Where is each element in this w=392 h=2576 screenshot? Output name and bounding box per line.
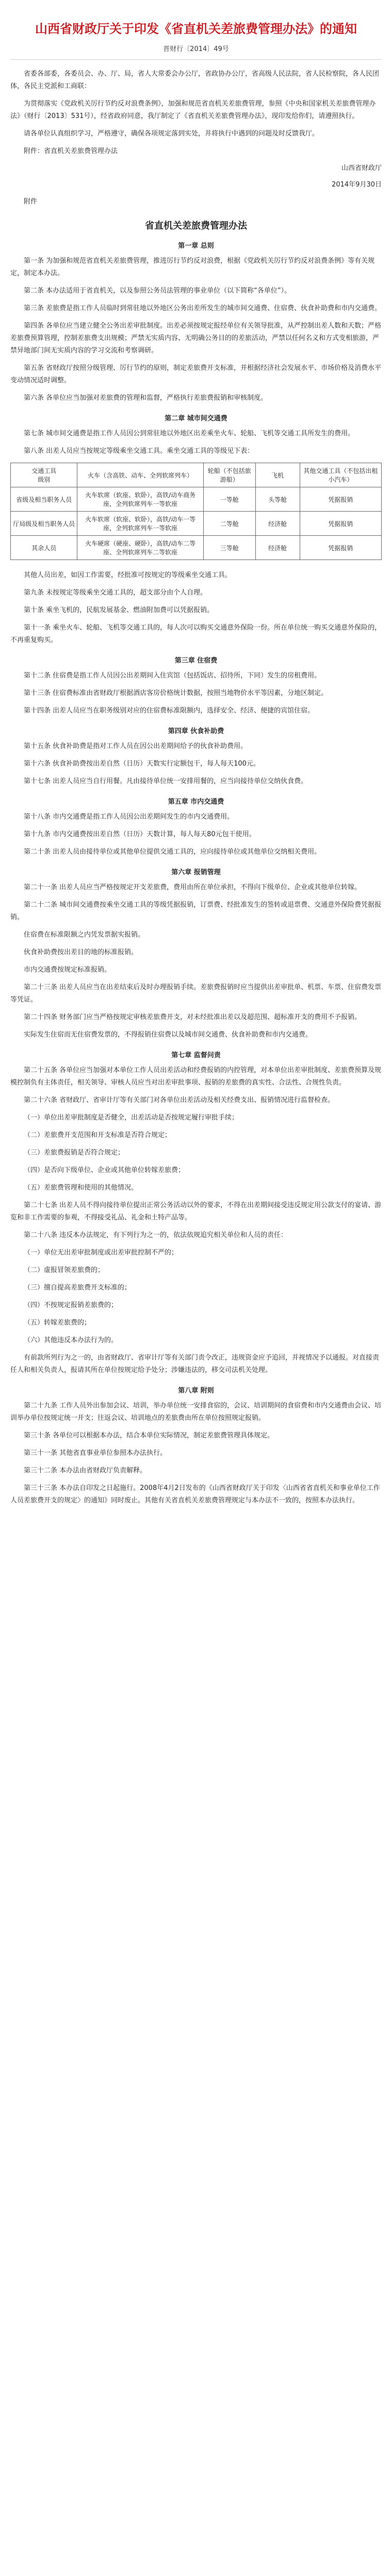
article-item: （二）虚报冒领差旅费的； — [24, 1266, 105, 1274]
article: 第四条 各单位应当建立健全公务出差审批制度。出差必须按规定报经单位有关领导批准，从严控制出差人数和天数；严格差旅费预算管理，控制差旅费支出规模；严禁无实质内容、无明确公务目的的差旅活动，严禁以任何名义和方式变相旅游，严禁异地部门间无实质内容的学习交流和考察调研。 — [10, 322, 382, 354]
chapter-heading: 第二章 城市间交通费 — [165, 415, 227, 422]
table-header-cell: 轮船（不包括旅游船） — [203, 463, 255, 487]
table-row — [11, 487, 382, 512]
chapter-heading: 第五章 市内交通费 — [168, 798, 224, 806]
article-item: （三）擅自提高差旅费开支标准的； — [24, 1284, 132, 1292]
table-header-cell: 其他交通工具（不包括出租小汽车） — [300, 463, 381, 487]
table-cell: 其余人员 — [11, 536, 77, 560]
table-cell: 一等舱 — [203, 487, 255, 512]
table-header-cell: 飞机 — [255, 463, 300, 487]
table-header-cell: 交通工具 级别 — [11, 463, 77, 487]
article: 第六条 各单位应当加强对差旅费的管理和监督，严格执行差旅费报销和审核制度。 — [24, 394, 268, 402]
article: 第十九条 市内交通费按出差自然（日历）天数计算，每人每天80元包干使用。 — [24, 831, 256, 838]
article: 第七条 城市间交通费是指工作人员因公到常驻地以外地区出差乘坐火车、轮船、飞机等交通工具所发生的费用。 — [24, 430, 355, 437]
article: 其他人员出差，如因工作需要，经批准可按规定的等级乘坐交通工具。 — [24, 571, 232, 579]
article: 第三十条 各单位可以根据本办法，结合本单位实际情况，制定差旅费管理具体规定。 — [24, 1432, 274, 1439]
article-item: （一）单位无出差审批制度或出差审批控制不严的； — [24, 1249, 178, 1257]
article: 第三十一条 其他省直事业单位参照本办法执行。 — [24, 1449, 167, 1457]
table-cell: 凭据报销 — [300, 536, 381, 560]
article: 第三十三条 本办法自印发之日起施行。2008年4月2日发布的《山西省财政厅关于印发〈山西省省直机关和事业单位工作人员差旅费开支的规定〉的通知》同时废止。其他有关省直机关差旅费管理规定与本办法不一致的，按照本办法执行。 — [10, 1484, 380, 1504]
article: 第二十一条 出差人员应当严格按规定开支差旅费，费用由所在单位承担，不得向下级单位、企业或其他单位转嫁。 — [24, 884, 362, 891]
article: 第十八条 市内交通费是指工作人员因公出差期间发生的市内交通费用。 — [24, 813, 234, 821]
recipients: 省委各部委，各委员会、办、厅、局，省人大常委会办公厅，省政协办公厅，省高级人民法院，省人民检察院，各人民团体，各民主党派和工商联： — [10, 70, 380, 90]
table-cell: 二等舱 — [203, 512, 255, 536]
article: 有前款所列行为之一的，由省财政厅、省审计厅等有关部门责令改正，违规资金应予追回，并视情况予以通报。对直接责任人和相关负责人，报请其所在单位按规定给予处分；涉嫌违法的，移交司法机关处理。 — [10, 1354, 380, 1374]
article: 第二条 本办法适用于省直机关，以及参照公务员法管理的事业单位（以下简称“各单位”）。 — [24, 287, 291, 295]
table-cell: 火车软席（软座、软卧），高铁/动车商务座，全列软席列车一等软座 — [77, 487, 203, 512]
document-page — [10, 0, 382, 1543]
attachment-note: 附件：省直机关差旅费管理办法 — [24, 147, 118, 155]
table-cell: 头等舱 — [255, 487, 300, 512]
article: 第十三条 住宿费标准由省财政厅根据酒店客房价格统计数据，按照当地物价水平等因素，分地区制定。 — [24, 689, 328, 697]
table-cell: 凭据报销 — [300, 487, 381, 512]
article: 第二十九条 工作人员外出参加会议、培训，举办单位统一安排食宿的，会议、培训期间的食宿费和市内交通费由会议、培训举办单位按规定统一开支；往返会议、培训地点的差旅费由所在单位按照规定报销。 — [10, 1402, 382, 1422]
article: 第十七条 出差人员应当自行用餐。凡由接待单位统一安排用餐的，应当向接待单位交纳伙食费。 — [24, 777, 308, 785]
table-cell: 三等舱 — [203, 536, 255, 560]
attachment-label: 附件 — [24, 198, 38, 206]
measure-title: 省直机关差旅费管理办法 — [145, 221, 247, 231]
document-title: 山西省财政厅关于印发《省直机关差旅费管理办法》的通知 — [35, 22, 357, 36]
article-item: （四）不按规定报销差旅费的； — [24, 1301, 118, 1309]
article: 第二十七条 出差人员不得向接待单位提出正常公务活动以外的要求，不得在出差期间接受违反规定用公款支付的宴请、游览和非工作需要的参观，不得接受礼品、礼金和土特产品等。 — [10, 1201, 382, 1222]
intro-paragraph: 为贯彻落实《党政机关厉行节约反对浪费条例》，加强和规范省直机关差旅费管理，参照《中央和国家机关差旅费管理办法》（财行〔2013〕531号），经省政府同意，我厅制定了《省直机关差旅费管理办法》，现印发给你们，请遵照执行。 — [10, 100, 376, 120]
article: 第九条 未按规定等级乘坐交通工具的，超支部分由个人自理。 — [24, 589, 207, 597]
table-header-row — [11, 463, 382, 487]
table-cell: 凭据报销 — [300, 512, 381, 536]
article-item: （二）差旅费开支范围和开支标准是否符合规定； — [24, 1131, 172, 1139]
article-item: （一）单位出差审批制度是否健全，出差活动是否按规定履行审批手续； — [24, 1114, 239, 1122]
article: 第十二条 住宿费是指工作人员因公出差期间入住宾馆（包括饭店、招待所，下同）发生的房租费用。 — [24, 672, 321, 680]
chapter-heading: 第七章 监督问责 — [171, 1052, 221, 1059]
table-row — [11, 512, 382, 536]
issuer: 山西省财政厅 — [341, 164, 382, 172]
article: 第一条 为加强和规范省直机关差旅费管理，推进厉行节约反对浪费，根据《党政机关厉行节约反对浪费条例》等有关规定，制定本办法。 — [10, 257, 375, 277]
article: 第八条 出差人员应当按规定等级乘坐交通工具。乘坐交通工具的等级见下表： — [24, 447, 254, 455]
article: 第二十八条 违反本办法规定，有下列行为之一的，依法依规追究相关单位和人员的责任： — [24, 1231, 288, 1239]
article: 实际发生住宿而无住宿费发票的，不得报销住宿费以及城市间交通费、伙食补助费和市内交通费。 — [24, 1031, 313, 1039]
intro-paragraph: 请各单位认真组织学习，严格遵守，确保各项规定落到实处，并将执行中遇到的问题及时反馈我厅。 — [24, 130, 319, 138]
chapter-heading: 第八章 附则 — [178, 1387, 214, 1395]
article: 第二十四条 财务部门应当严格按规定审核差旅费开支，对未经批准出差以及超范围、超标准开支的费用不予报销。 — [24, 1013, 362, 1021]
table-cell: 厅局级及相当职务人员 — [11, 512, 77, 536]
article: 第十一条 乘坐火车、轮船、飞机等交通工具的，每人次可以购买交通意外保险一份。所在单位统一购买交通意外保险的，不再重复购买。 — [10, 624, 382, 644]
chapter-heading: 第四章 伙食补助费 — [168, 727, 224, 735]
article-item: （五）差旅费管理和使用的其他情况。 — [24, 1184, 138, 1192]
table-cell: 经济舱 — [255, 512, 300, 536]
article: 第二十条 出差人员由接待单位或其他单位提供交通工具的，应向接待单位或其他单位交纳相关费用。 — [24, 848, 321, 856]
divider — [10, 59, 382, 60]
article: 第二十六条 省财政厅、省审计厅等有关部门对各单位出差活动及相关经费支出、报销情况进行监督检查。 — [24, 1096, 335, 1104]
chapter-heading: 第一章 总则 — [178, 242, 214, 250]
table-header-cell: 火车（含高铁、动车、全列软席列车） — [77, 463, 203, 487]
table-row — [11, 536, 382, 560]
article-item: （五）转嫁差旅费的； — [24, 1319, 91, 1327]
article: 第二十三条 出差人员应当在出差结束后及时办理报销手续。差旅费报销时应当提供出差审批单、机票、车票、住宿费发票等凭证。 — [10, 984, 382, 1004]
table-cell: 经济舱 — [255, 536, 300, 560]
table-cell: 省级及相当职务人员 — [11, 487, 77, 512]
article: 伙食补助费按出差目的地的标准报销。 — [24, 948, 138, 956]
table-cell: 火车软席（软座、软卧），高铁/动车一等座，全列软席列车一等软座 — [77, 512, 203, 536]
article-item: （三）差旅费报销是否符合规定； — [24, 1149, 125, 1157]
article: 第二十五条 各单位应当加强对本单位工作人员出差活动和经费报销的内控管理，对本单位出差审批制度、差旅费预算及规模控制负有主体责任，相关领导、审核人员应当对出差审批事项、报销的差旅费的真实性、合法性、合规性负责。 — [10, 1066, 382, 1087]
article: 第十条 乘坐飞机的，民航发展基金、燃油附加费可以凭据报销。 — [24, 606, 214, 614]
article: 第五条 省财政厅按照分级管理、厉行节约的原则，制定差旅费开支标准，并根据经济社会发展水平、市场价格及消费水平变动情况适时调整。 — [10, 364, 382, 384]
issue-date: 2014年9月30日 — [332, 181, 382, 189]
article: 第十四条 出差人员应当在职务级别对应的住宿费标准限额内，选择安全、经济、便捷的宾馆住宿。 — [24, 707, 315, 715]
article-item: （六）其他违反本办法行为的。 — [24, 1336, 118, 1344]
article: 第二十二条 城市间交通费按乘坐交通工具的等级凭据报销，订票费、经批准发生的签转或退票费、交通意外保险费凭据报销。 — [10, 901, 382, 921]
article: 第三条 差旅费是指工作人员临时到常驻地以外地区公务出差所发生的城市间交通费、住宿费、伙食补助费和市内交通费。 — [24, 304, 382, 312]
article: 第三十二条 本办法由省财政厅负责解释。 — [24, 1467, 147, 1475]
transport-level-table — [10, 463, 382, 560]
article: 住宿费在标准限额之内凭发票据实报销。 — [24, 931, 145, 939]
table-cell: 火车硬席（硬座、硬卧），高铁/动车二等座、全列软席列车二等软座 — [77, 536, 203, 560]
document-number: 晋财行〔2014〕49号 — [163, 45, 229, 53]
article: 市内交通费按规定标准报销。 — [24, 966, 111, 974]
chapter-heading: 第六章 报销管理 — [171, 869, 221, 876]
article: 第十五条 伙食补助费是指对工作人员在因公出差期间给予的伙食补助费用。 — [24, 742, 248, 750]
article-item: （四）是否向下级单位、企业或其他单位转嫁差旅费； — [24, 1166, 185, 1174]
article: 第十六条 伙食补助费按出差自然（日历）天数实行定额包干，每人每天100元。 — [24, 760, 260, 768]
chapter-heading: 第三章 住宿费 — [174, 657, 218, 665]
